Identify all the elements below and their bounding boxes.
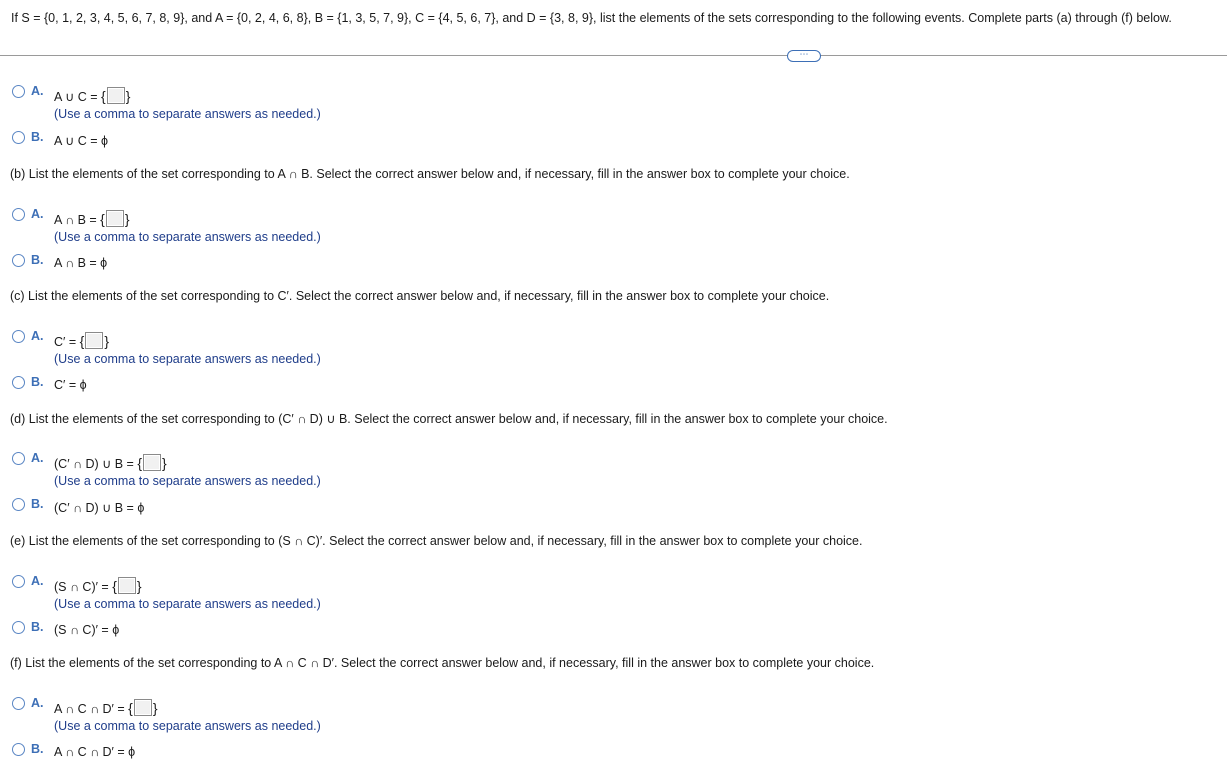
option-expression: A ∩ B = ϕ — [54, 256, 108, 270]
answer-box[interactable] — [118, 577, 136, 594]
part-c-prompt: (c) List the elements of the set corresponding to C′. Select the correct answer below and, if necessary, fill in the answer box to complete your choice. — [10, 289, 830, 303]
comma-note: (Use a comma to separate answers as needed.) — [54, 597, 321, 611]
close-brace: } — [104, 333, 109, 349]
option-letter: B. — [31, 375, 44, 389]
close-brace: } — [152, 700, 158, 716]
part-b-prompt: (b) List the elements of the set corresponding to A ∩ B. Select the correct answer below and, if necessary, fill in the answer box to complete your choice. — [10, 167, 850, 181]
option-letter: B. — [31, 620, 44, 634]
answer-box[interactable] — [85, 332, 103, 349]
option-expression: A ∩ C ∩ D′ = ϕ — [54, 745, 136, 759]
open-brace: { — [128, 700, 133, 716]
option-letter: A. — [31, 696, 44, 710]
option-expression — [54, 332, 109, 349]
option-letter: B. — [31, 253, 44, 267]
option-letter: B. — [31, 497, 44, 511]
option-letter: A. — [31, 451, 44, 465]
open-brace: { — [100, 211, 105, 227]
close-brace: } — [162, 455, 167, 471]
radio-button[interactable] — [12, 85, 25, 98]
close-brace: } — [125, 88, 131, 104]
open-brace: { — [79, 333, 85, 349]
option-expression — [54, 210, 130, 227]
option-expression: C′ = ϕ — [54, 378, 87, 392]
option-expression — [54, 699, 158, 716]
comma-note: (Use a comma to separate answers as needed.) — [54, 474, 321, 488]
expression-text: A ∩ C ∩ D′ = — [54, 702, 129, 716]
option-expression: (S ∩ C)′ = ϕ — [54, 623, 120, 637]
open-brace: { — [137, 455, 143, 471]
part-e-prompt: (e) List the elements of the set corresponding to (S ∩ C)′. Select the correct answer below and, if necessary, fill in the answer box to complete your choice. — [10, 534, 863, 548]
open-brace: { — [112, 578, 117, 594]
expand-button[interactable]: ⋯ — [787, 50, 821, 62]
comma-note: (Use a comma to separate answers as needed.) — [54, 107, 321, 121]
part-d-prompt: (d) List the elements of the set corresponding to (C′ ∩ D) ∪ B. Select the correct answer below and, if necessary, fill in the answer box to complete your choice. — [10, 412, 888, 426]
option-letter: A. — [31, 207, 44, 221]
expression-text: (S ∩ C)′ = — [54, 580, 113, 594]
expression-text: A ∪ C = — [54, 90, 102, 104]
radio-button[interactable] — [12, 452, 25, 465]
radio-button[interactable] — [12, 697, 25, 710]
radio-button[interactable] — [12, 208, 25, 221]
option-expression: (C′ ∩ D) ∪ B = ϕ — [54, 501, 145, 515]
option-letter: B. — [31, 742, 44, 756]
radio-button[interactable] — [12, 330, 25, 343]
radio-button[interactable] — [12, 376, 25, 389]
answer-box[interactable] — [107, 87, 125, 104]
radio-button[interactable] — [12, 498, 25, 511]
radio-button[interactable] — [12, 575, 25, 588]
option-expression: A ∪ C = ϕ — [54, 134, 109, 148]
close-brace: } — [136, 578, 142, 594]
expression-text: A ∩ B = — [54, 213, 101, 227]
option-letter: B. — [31, 130, 44, 144]
part-f-prompt: (f) List the elements of the set corresponding to A ∩ C ∩ D′. Select the correct answer below and, if necessary, fill in the answer box to complete your choice. — [10, 656, 875, 670]
problem-statement: If S = {0, 1, 2, 3, 4, 5, 6, 7, 8, 9}, and A = {0, 2, 4, 6, 8}, B = {1, 3, 5, 7, 9}, C = {4, 5, 6, 7}, and D = {3, 8, 9}, list the elements of the sets corresponding to the following events. Complete parts (a) through (f) below. — [11, 11, 1172, 25]
comma-note: (Use a comma to separate answers as needed.) — [54, 352, 321, 366]
radio-button[interactable] — [12, 254, 25, 267]
expression-text: C′ = — [54, 335, 80, 349]
option-letter: A. — [31, 329, 44, 343]
option-letter: A. — [31, 84, 44, 98]
radio-button[interactable] — [12, 621, 25, 634]
comma-note: (Use a comma to separate answers as needed.) — [54, 719, 321, 733]
answer-box[interactable] — [134, 699, 152, 716]
answer-box[interactable] — [106, 210, 124, 227]
expression-text: (C′ ∩ D) ∪ B = — [54, 457, 138, 471]
option-expression — [54, 454, 167, 471]
option-letter: A. — [31, 574, 44, 588]
divider — [0, 55, 1227, 56]
answer-box[interactable] — [143, 454, 161, 471]
radio-button[interactable] — [12, 743, 25, 756]
option-expression — [54, 577, 142, 594]
option-expression — [54, 87, 130, 104]
close-brace: } — [124, 211, 130, 227]
comma-note: (Use a comma to separate answers as needed.) — [54, 230, 321, 244]
radio-button[interactable] — [12, 131, 25, 144]
open-brace: { — [101, 88, 106, 104]
